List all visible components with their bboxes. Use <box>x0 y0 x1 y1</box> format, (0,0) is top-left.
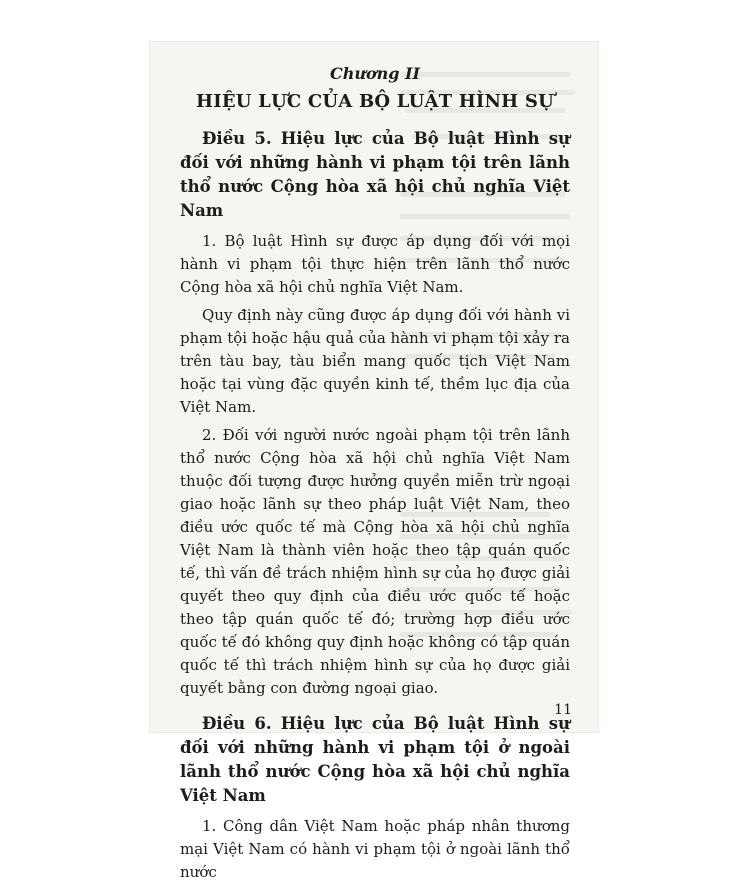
article-5-title: Điều 5. Hiệu lực của Bộ luật Hình sự đối với những hành vi phạm tội trên lãnh thổ nước Cộng hòa xã hội chủ nghĩa Việt Nam <box>180 129 570 220</box>
article-6-title: Điều 6. Hiệu lực của Bộ luật Hình sự đối với những hành vi phạm tội ở ngoài lãnh thổ nước Cộng hòa xã hội chủ nghĩa Việt Nam <box>180 714 570 805</box>
article-5-paragraph-2: Quy định này cũng được áp dụng đối với hành vi phạm tội hoặc hậu quả của hành vi phạm tội xảy ra trên tàu bay, tàu biển mang quốc tịch Việt Nam hoặc tại vùng đặc quyền kinh tế, thềm lục địa của Việt Nam. <box>180 306 570 416</box>
page-number: 11 <box>554 702 572 718</box>
page-content <box>180 64 570 889</box>
article-6-paragraph-1: 1. Công dân Việt Nam hoặc pháp nhân thương mại Việt Nam có hành vi phạm tội ở ngoài lãnh thổ nước <box>180 817 570 881</box>
article-5-paragraph-1: 1. Bộ luật Hình sự được áp dụng đối với mọi hành vi phạm tội thực hiện trên lãnh thổ nước Cộng hòa xã hội chủ nghĩa Việt Nam. <box>180 232 570 296</box>
article-5-paragraph-3: 2. Đối với người nước ngoài phạm tội trên lãnh thổ nước Cộng hòa xã hội chủ nghĩa Việt Nam thuộc đối tượng được hưởng quyền miễn trừ ngoại giao hoặc lãnh sự theo pháp luật Việt Nam, theo điều ước quốc tế mà Cộng hòa xã hội chủ nghĩa Việt Nam là thành viên hoặc theo tập quán quốc tế, thì vấn đề trách nhiệm hình sự của họ được giải quyết theo quy định của điều ước quốc tế hoặc theo tập quán quốc tế đó; trường hợp điều ước quốc tế đó không quy định hoặc không có tập quán quốc tế thì trách nhiệm hình sự của họ được giải quyết bằng con đường ngoại giao. <box>180 426 570 697</box>
chapter-title: HIỆU LỰC CỦA BỘ LUẬT HÌNH SỰ <box>196 91 554 112</box>
chapter-label: Chương II <box>329 64 421 83</box>
book-page <box>150 42 598 881</box>
